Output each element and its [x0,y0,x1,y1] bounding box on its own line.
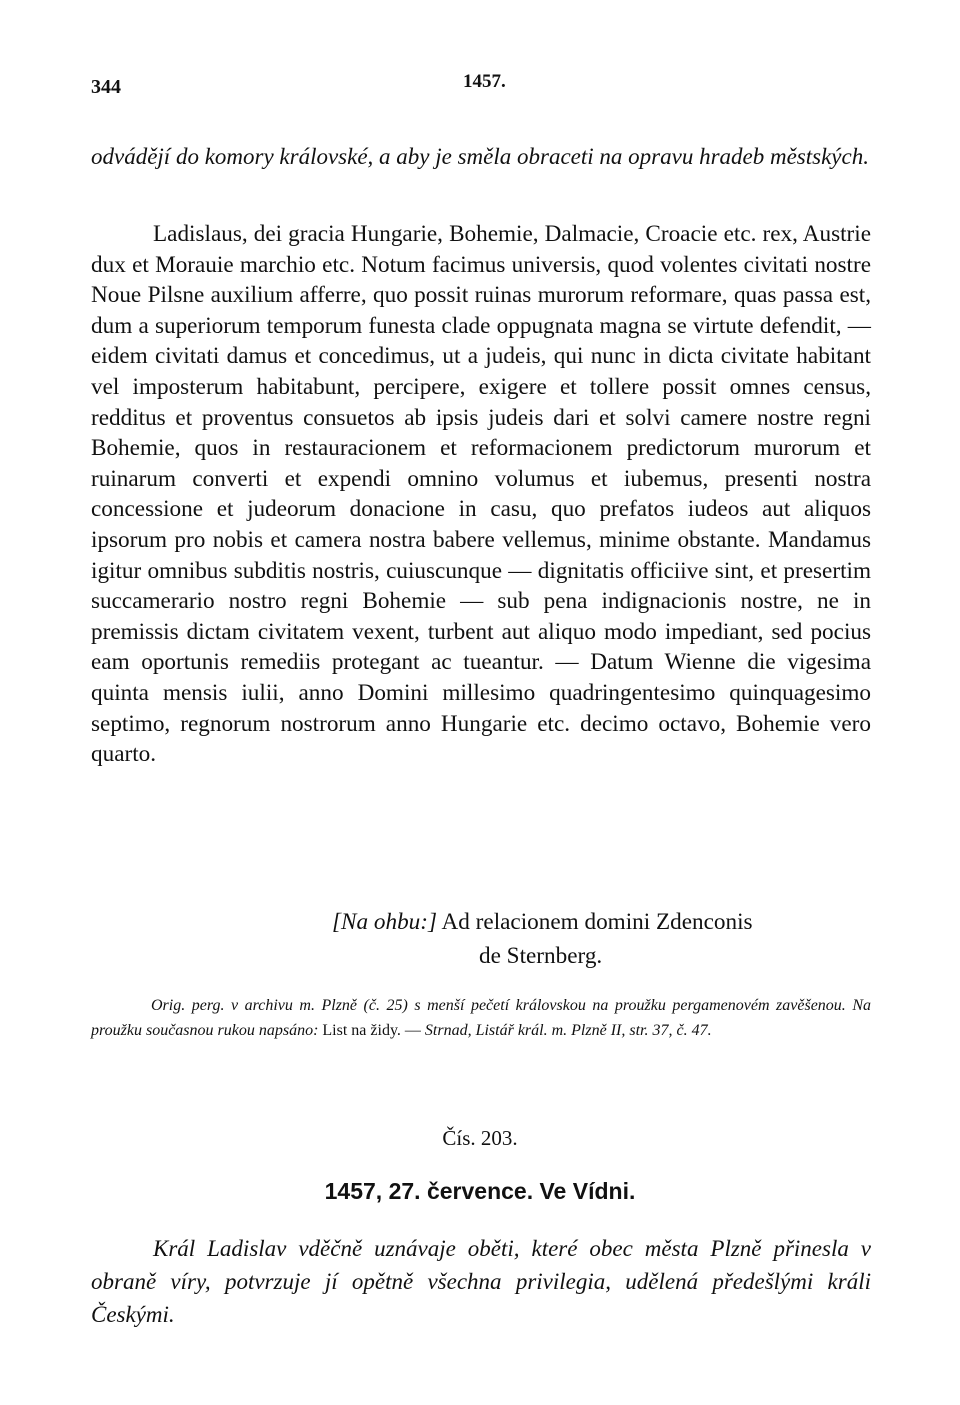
archival-note-description: Orig. perg. v archivu m. Plzně (č. 25) s menší pečetí královskou na proužku pergamenovém zavěšenou. Na proužku současnou rukou napsáno: [91,997,871,1039]
document-date-place: 1457, 27. července. Ve Vídni. [324,1178,636,1204]
endorsement-line-2: de Sternberg. [479,943,603,969]
page-header [91,71,871,106]
archival-note-reference: Strnad, Listář král. m. Plzně II, str. 37, č. 47. [424,1022,712,1039]
archival-note-paragraph [91,993,871,1043]
document-summary [91,1232,871,1331]
charter-paragraph: Ladislaus, dei gracia Hungarie, Bohemie, Dalmacie, Croacie etc. rex, Austrie dux et Morauie marchio etc. Notum facimus universis, quod volentes civitati nostre Noue Pilsne auxilium afferre, quo possit ruinas murorum reformare, quas passa est, dum a superiorum temporum funesta clade oppugnata magna se virtute defendit, — eidem civitati damus et concedimus, ut a judeis, qui nunc in dicta civitate habitant vel imposterum habitabunt, percipere, exigere et tollere possit omnes census, redditus et proventus consuetos ab ipsis judeis dari et solvi camere nostre regni Bohemie, quos in restauracionem et reformacionem predictorum murorum et ruinarum converti et expendi omnino volumus et iubemus, presenti nostra concessione et judeorum donacione in casu, quo prefatos iudeos aut aliquos ipsorum pro nobis et camera nostra babere vellemus, minime obstante. Mandamus igitur omnibus subditis nostris, cuiuscunque — dignitatis officiive sint, et presertim succamerario nostro regni Bohemie — sub pena indignacionis nostre, ne in premissis dictam civitatem vexent, turbent aut aliquo modo impediant, sed pocius eam oportunis remediis protegant ac tueantur. — Datum Wienne die vigesima quinta mensis iulii, anno Domini millesimo quadringentesimo quinquagesimo septimo, regnorum nostrorum anno Hungarie etc. decimo octavo, Bohemie vero quarto. [91,221,871,768]
charter-text-block [91,219,871,770]
running-header-year: 1457. [463,71,506,92]
endorsement-note [332,905,892,973]
document-number: Čís. 203. [442,1126,518,1150]
document-summary-text: Král Ladislav vděčně uznávaje oběti, které obec města Plzně přinesla v obraně víry, potvrzuje jí opětně všechna privilegia, udělená předešlými králi Českými. [91,1236,871,1327]
archival-notes [91,993,871,1043]
endorsement-text: Ad relacionem domini Zdenconis [441,909,753,935]
page-number: 344 [91,76,121,98]
archival-note-dash: — [400,1022,425,1039]
endorsement-line-1 [332,905,892,939]
archival-note-inscription: List na židy. [322,1022,401,1039]
endorsement-label: [Na ohbu:] [332,909,438,935]
previous-summary-continuation: odvádějí do komory královské, a aby je směla obraceti na opravu hradeb městských. [91,144,869,169]
